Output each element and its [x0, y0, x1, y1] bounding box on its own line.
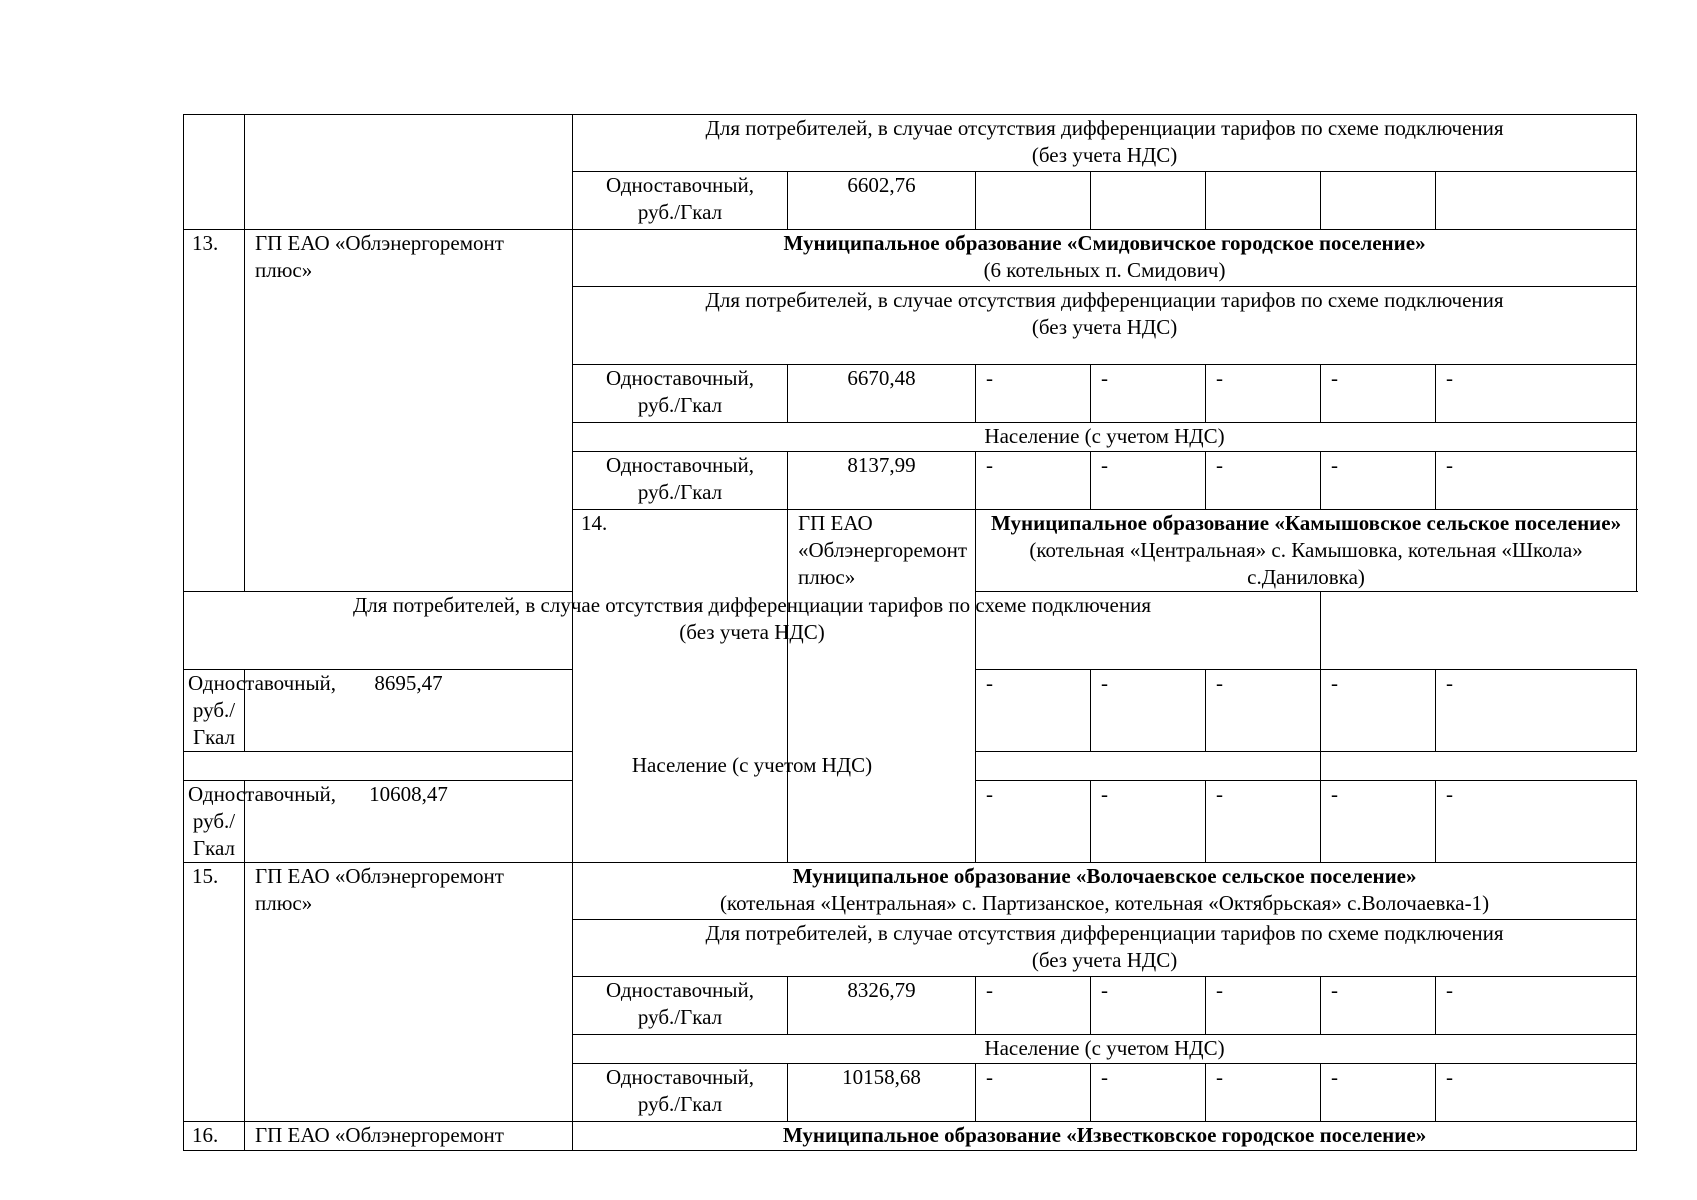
dash-cell: -: [1436, 1064, 1637, 1122]
entry-number: 16.: [184, 1122, 245, 1151]
dash-cell: -: [1206, 781, 1321, 863]
municipality-name: Муниципальное образование «Волочаевское сельское поселение»: [792, 864, 1417, 888]
dash-cell: -: [1436, 365, 1637, 423]
rate-value: 10158,68: [788, 1064, 976, 1122]
dash-cell: -: [1206, 670, 1321, 752]
rate-label: Одноставочный, руб./Гкал: [184, 670, 245, 752]
municipality-header: [573, 1122, 1637, 1151]
dash-cell: -: [1321, 365, 1436, 423]
rate-label: Одноставочный, руб./Гкал: [573, 452, 788, 510]
dash-cell: -: [1091, 781, 1206, 863]
municipality-boilers: (6 котельных п. Смидович): [983, 258, 1226, 282]
rate-label: Одноставочный, руб./Гкал: [573, 172, 788, 230]
rate-value: 10608,47: [245, 781, 573, 863]
dash-cell: -: [976, 781, 1091, 863]
municipality-name: Муниципальное образование «Камышовское сельское поселение»: [990, 511, 1622, 535]
consumers-header: Для потребителей, в случае отсутствия дифференциации тарифов по схеме подключения (без учета НДС): [573, 287, 1637, 365]
entry-muni-row: [184, 230, 1637, 287]
dash-cell: -: [1091, 1064, 1206, 1122]
empty-cell: [976, 172, 1091, 230]
continuation-num-cell: [184, 115, 245, 230]
entry-organization: ГП ЕАО «Облэнергоремонт плюс»: [788, 510, 976, 863]
rate-label: Одноставочный, руб./Гкал: [573, 365, 788, 423]
rate-value: 8137,99: [788, 452, 976, 510]
municipality-name: Муниципальное образование «Известковское городское поселение»: [782, 1123, 1427, 1147]
consumers-header: Для потребителей, в случае отсутствия дифференциации тарифов по схеме подключения (без учета НДС): [184, 592, 1321, 670]
dash-cell: -: [1091, 670, 1206, 752]
dash-cell: -: [1321, 781, 1436, 863]
rate-label: Одноставочный, руб./Гкал: [573, 977, 788, 1035]
population-header: Население (с учетом НДС): [573, 423, 1637, 452]
rate-value: 6670,48: [788, 365, 976, 423]
dash-cell: -: [976, 977, 1091, 1035]
dash-cell: -: [1436, 452, 1637, 510]
dash-cell: -: [1091, 977, 1206, 1035]
rate-value: 8695,47: [245, 670, 573, 752]
entry-organization: ГП ЕАО «Облэнергоремонт плюс»: [245, 863, 573, 1122]
population-header: Население (с учетом НДС): [573, 1035, 1637, 1064]
empty-cell: [1321, 172, 1436, 230]
consumers-row: [184, 592, 1637, 670]
entry-muni-row: [184, 1122, 1637, 1151]
rate-label: Одноставочный, руб./Гкал: [573, 1064, 788, 1122]
rate-label: Одноставочный, руб./Гкал: [184, 781, 245, 863]
municipality-header: [573, 230, 1637, 287]
empty-cell: [1206, 172, 1321, 230]
consumers-header: Для потребителей, в случае отсутствия дифференциации тарифов по схеме подключения (без учета НДС): [573, 920, 1637, 977]
dash-cell: -: [976, 1064, 1091, 1122]
dash-cell: -: [1436, 670, 1637, 752]
dash-cell: -: [1321, 452, 1436, 510]
dash-cell: -: [976, 452, 1091, 510]
dash-cell: -: [1206, 977, 1321, 1035]
dash-cell: -: [1091, 365, 1206, 423]
municipality-boilers: (котельная «Центральная» с. Камышовка, котельная «Школа» с.Даниловка): [1029, 538, 1583, 589]
dash-cell: -: [1436, 977, 1637, 1035]
continuation-org-cell: [245, 115, 573, 230]
tariff-table: [183, 114, 1637, 1151]
municipality-name: Муниципальное образование «Смидовичское городское поселение»: [783, 231, 1426, 255]
consumers-header-line2: (без учета НДС): [1031, 143, 1178, 167]
municipality-header: [976, 510, 1637, 592]
consumers-header: [573, 115, 1637, 172]
entry-organization: ГП ЕАО «Облэнергоремонт: [245, 1122, 573, 1151]
entry-organization: ГП ЕАО «Облэнергоремонт плюс»: [245, 230, 573, 592]
dash-cell: -: [1321, 1064, 1436, 1122]
dash-cell: -: [1091, 452, 1206, 510]
rate-value: 6602,76: [788, 172, 976, 230]
continuation-consumers-row: [184, 115, 1637, 172]
dash-cell: -: [1321, 977, 1436, 1035]
population-header: Население (с учетом НДС): [184, 752, 1321, 781]
empty-cell: [1436, 172, 1637, 230]
dash-cell: -: [976, 365, 1091, 423]
municipality-header: [573, 863, 1637, 920]
entry-muni-row: [184, 863, 1637, 920]
dash-cell: -: [1206, 1064, 1321, 1122]
dash-cell: -: [1206, 452, 1321, 510]
dash-cell: -: [1206, 365, 1321, 423]
dash-cell: -: [976, 670, 1091, 752]
dash-cell: -: [1436, 781, 1637, 863]
empty-cell: [1091, 172, 1206, 230]
rate-value: 8326,79: [788, 977, 976, 1035]
entry-number: 13.: [184, 230, 245, 592]
population-row: [184, 752, 1637, 781]
dash-cell: -: [1321, 670, 1436, 752]
entry-number: 14.: [573, 510, 788, 863]
municipality-boilers: (котельная «Центральная» с. Партизанское, котельная «Октябрьская» с.Волочаевка-1): [719, 891, 1490, 915]
consumers-header-line1: Для потребителей, в случае отсутствия дифференциации тарифов по схеме подключения: [705, 116, 1504, 140]
entry-number: 15.: [184, 863, 245, 1122]
